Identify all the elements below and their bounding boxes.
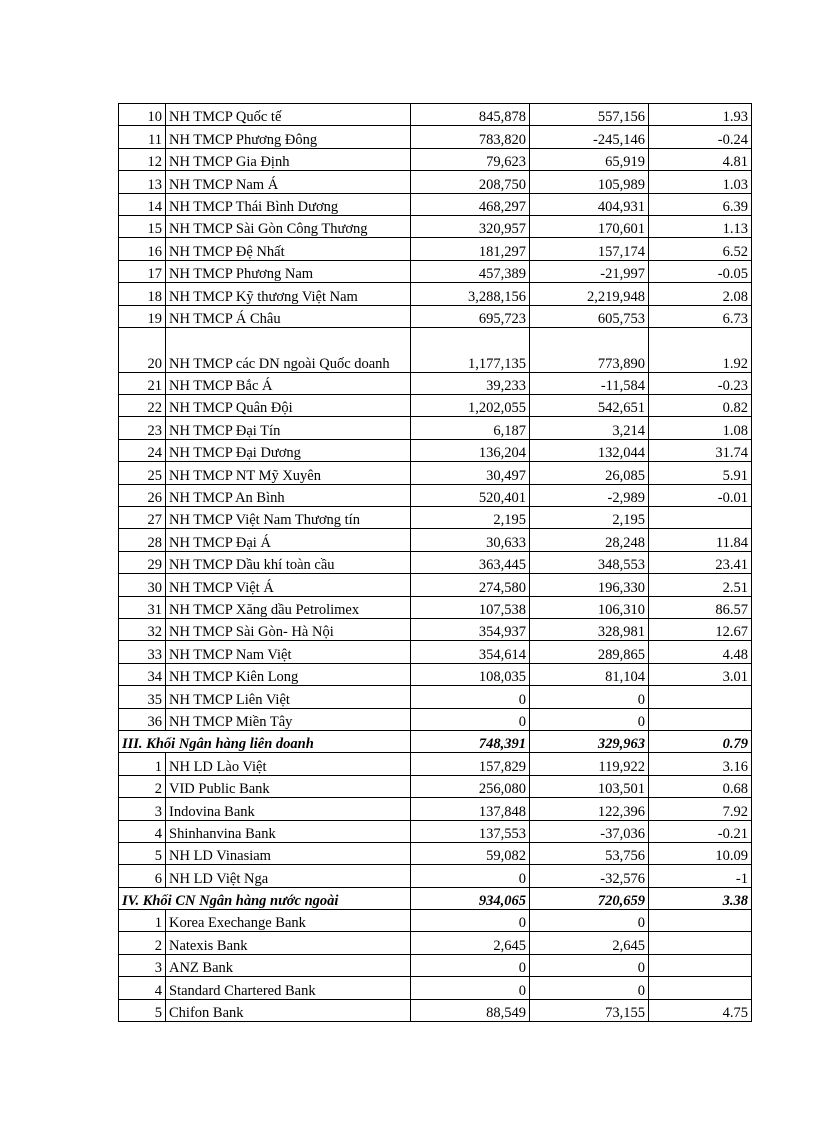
bank-table-body [119,104,752,1022]
value-col-1: 208,750 [411,171,530,193]
value-col-2: -37,036 [530,820,649,842]
value-col-1: 520,401 [411,484,530,506]
value-col-2: 720,659 [530,887,649,909]
bank-name: NH TMCP các DN ngoài Quốc doanh [166,327,411,372]
table-row [119,798,752,820]
value-col-1: 3,288,156 [411,283,530,305]
value-col-2: 170,601 [530,215,649,237]
value-col-3: 11.84 [649,529,752,551]
value-col-2: 105,989 [530,171,649,193]
value-col-1: 320,957 [411,215,530,237]
value-col-2: -11,584 [530,372,649,394]
value-col-3 [649,977,752,999]
value-col-2: 73,155 [530,999,649,1021]
row-number: 1 [119,910,166,932]
value-col-1: 137,553 [411,820,530,842]
table-row [119,686,752,708]
row-number: 13 [119,171,166,193]
table-row [119,126,752,148]
value-col-1: 354,614 [411,641,530,663]
table-row [119,171,752,193]
value-col-3: 0.82 [649,395,752,417]
value-col-3 [649,932,752,954]
row-number: 2 [119,775,166,797]
group-row [119,887,752,909]
bank-name: NH TMCP Bắc Á [166,372,411,394]
value-col-3: 3.16 [649,753,752,775]
value-col-3: 5.91 [649,462,752,484]
table-row [119,999,752,1021]
row-number: 25 [119,462,166,484]
value-col-3 [649,686,752,708]
value-col-1: 354,937 [411,619,530,641]
bank-name: NH TMCP Nam Á [166,171,411,193]
value-col-2: -21,997 [530,260,649,282]
value-col-3: -0.23 [649,372,752,394]
value-col-2: 605,753 [530,305,649,327]
value-col-1: 845,878 [411,104,530,126]
row-number: 11 [119,126,166,148]
row-number: 4 [119,820,166,842]
row-number: 26 [119,484,166,506]
row-number: 12 [119,148,166,170]
row-number: 30 [119,574,166,596]
value-col-2: 122,396 [530,798,649,820]
bank-table [118,103,752,1022]
value-col-1: 30,633 [411,529,530,551]
bank-name: NH LD Lào Việt [166,753,411,775]
value-col-3: 6.39 [649,193,752,215]
value-col-1: 30,497 [411,462,530,484]
row-number: 1 [119,753,166,775]
value-col-1: 59,082 [411,842,530,864]
row-number: 27 [119,507,166,529]
value-col-2: -32,576 [530,865,649,887]
table-row [119,395,752,417]
bank-name: NH TMCP Việt Á [166,574,411,596]
value-col-3: 3.01 [649,663,752,685]
bank-name: NH TMCP Kiên Long [166,663,411,685]
table-row [119,238,752,260]
table-row [119,753,752,775]
value-col-2: 404,931 [530,193,649,215]
table-row [119,484,752,506]
value-col-1: 2,645 [411,932,530,954]
table-row [119,305,752,327]
bank-name: NH TMCP Gia Định [166,148,411,170]
value-col-1: 1,202,055 [411,395,530,417]
value-col-1: 181,297 [411,238,530,260]
table-row [119,148,752,170]
row-number: 2 [119,932,166,954]
value-col-3: 0.79 [649,730,752,752]
row-number: 18 [119,283,166,305]
value-col-1: 783,820 [411,126,530,148]
row-number: 5 [119,842,166,864]
value-col-3: 4.81 [649,148,752,170]
value-col-2: 542,651 [530,395,649,417]
row-number: 4 [119,977,166,999]
value-col-2: 196,330 [530,574,649,596]
bank-name: NH TMCP Sài Gòn- Hà Nội [166,619,411,641]
value-col-2: -2,989 [530,484,649,506]
value-col-2: 26,085 [530,462,649,484]
value-col-2: 53,756 [530,842,649,864]
value-col-1: 2,195 [411,507,530,529]
table-row [119,260,752,282]
value-col-3: 1.92 [649,327,752,372]
value-col-2: 2,645 [530,932,649,954]
bank-name: NH TMCP Á Châu [166,305,411,327]
table-row [119,708,752,730]
row-number: 21 [119,372,166,394]
table-row [119,820,752,842]
value-col-1: 88,549 [411,999,530,1021]
bank-name: Standard Chartered Bank [166,977,411,999]
value-col-2: 103,501 [530,775,649,797]
bank-name: NH TMCP Phương Nam [166,260,411,282]
value-col-1: 934,065 [411,887,530,909]
group-title: IV. Khối CN Ngân hàng nước ngoài [119,887,411,909]
row-number: 14 [119,193,166,215]
value-col-1: 137,848 [411,798,530,820]
table-row [119,775,752,797]
bank-name: NH TMCP Nam Việt [166,641,411,663]
bank-name: Shinhanvina Bank [166,820,411,842]
value-col-2: 328,981 [530,619,649,641]
value-col-2: 557,156 [530,104,649,126]
value-col-2: 773,890 [530,327,649,372]
value-col-3: 6.52 [649,238,752,260]
table-row [119,327,752,372]
bank-name: NH TMCP Thái Bình Dương [166,193,411,215]
value-col-2: 0 [530,708,649,730]
table-row [119,462,752,484]
value-col-1: 274,580 [411,574,530,596]
value-col-1: 1,177,135 [411,327,530,372]
value-col-3: 2.08 [649,283,752,305]
value-col-2: -245,146 [530,126,649,148]
value-col-3: 31.74 [649,439,752,461]
bank-name: NH TMCP An Bình [166,484,411,506]
value-col-2: 329,963 [530,730,649,752]
table-row [119,193,752,215]
table-row [119,372,752,394]
value-col-1: 468,297 [411,193,530,215]
bank-name: Chifon Bank [166,999,411,1021]
table-row [119,529,752,551]
value-col-2: 157,174 [530,238,649,260]
table-row [119,663,752,685]
table-row [119,507,752,529]
value-col-1: 457,389 [411,260,530,282]
bank-name: NH TMCP Quân Đội [166,395,411,417]
bank-name: NH TMCP Xăng dầu Petrolimex [166,596,411,618]
value-col-1: 108,035 [411,663,530,685]
row-number: 19 [119,305,166,327]
table-row [119,574,752,596]
value-col-1: 695,723 [411,305,530,327]
table-row [119,619,752,641]
table-row [119,954,752,976]
row-number: 3 [119,954,166,976]
row-number: 5 [119,999,166,1021]
value-col-1: 0 [411,954,530,976]
bank-name: NH TMCP Kỹ thương Việt Nam [166,283,411,305]
group-title: III. Khối Ngân hàng liên doanh [119,730,411,752]
table-row [119,596,752,618]
value-col-1: 79,623 [411,148,530,170]
value-col-1: 136,204 [411,439,530,461]
row-number: 17 [119,260,166,282]
value-col-2: 2,195 [530,507,649,529]
group-row [119,730,752,752]
value-col-2: 106,310 [530,596,649,618]
row-number: 32 [119,619,166,641]
value-col-3: -0.01 [649,484,752,506]
value-col-3: 23.41 [649,551,752,573]
value-col-3: -0.05 [649,260,752,282]
table-row [119,910,752,932]
value-col-1: 157,829 [411,753,530,775]
row-number: 34 [119,663,166,685]
bank-name: NH TMCP Đệ Nhất [166,238,411,260]
value-col-2: 0 [530,686,649,708]
bank-name: NH LD Việt Nga [166,865,411,887]
value-col-2: 0 [530,910,649,932]
bank-name: NH LD Vinasiam [166,842,411,864]
value-col-3: 7.92 [649,798,752,820]
value-col-2: 119,922 [530,753,649,775]
table-row [119,417,752,439]
value-col-2: 0 [530,977,649,999]
value-col-2: 0 [530,954,649,976]
row-number: 23 [119,417,166,439]
value-col-3: 0.68 [649,775,752,797]
row-number: 35 [119,686,166,708]
value-col-2: 81,104 [530,663,649,685]
row-number: 15 [119,215,166,237]
value-col-1: 6,187 [411,417,530,439]
value-col-2: 3,214 [530,417,649,439]
value-col-1: 0 [411,977,530,999]
value-col-1: 0 [411,910,530,932]
value-col-3: 4.75 [649,999,752,1021]
value-col-1: 748,391 [411,730,530,752]
table-row [119,842,752,864]
bank-name: VID Public Bank [166,775,411,797]
value-col-3 [649,910,752,932]
row-number: 24 [119,439,166,461]
table-row [119,932,752,954]
bank-name: NH TMCP Đại Dương [166,439,411,461]
row-number: 28 [119,529,166,551]
value-col-3: 3.38 [649,887,752,909]
table-row [119,215,752,237]
row-number: 10 [119,104,166,126]
value-col-2: 348,553 [530,551,649,573]
value-col-3: 2.51 [649,574,752,596]
value-col-1: 363,445 [411,551,530,573]
table-row [119,439,752,461]
bank-name: NH TMCP Sài Gòn Công Thương [166,215,411,237]
value-col-3: 86.57 [649,596,752,618]
bank-name: NH TMCP Đại Á [166,529,411,551]
value-col-1: 256,080 [411,775,530,797]
value-col-3: 4.48 [649,641,752,663]
value-col-2: 289,865 [530,641,649,663]
value-col-1: 0 [411,686,530,708]
value-col-3: -0.24 [649,126,752,148]
row-number: 22 [119,395,166,417]
value-col-3: 1.13 [649,215,752,237]
value-col-3: 12.67 [649,619,752,641]
bank-name: Natexis Bank [166,932,411,954]
row-number: 31 [119,596,166,618]
bank-name: NH TMCP NT Mỹ Xuyên [166,462,411,484]
value-col-3 [649,507,752,529]
bank-name: NH TMCP Miền Tây [166,708,411,730]
table-row [119,283,752,305]
bank-name: NH TMCP Việt Nam Thương tín [166,507,411,529]
table-row [119,641,752,663]
row-number: 20 [119,327,166,372]
bank-name: NH TMCP Dầu khí toàn cầu [166,551,411,573]
value-col-3: 1.93 [649,104,752,126]
value-col-1: 0 [411,865,530,887]
bank-name: ANZ Bank [166,954,411,976]
value-col-3: -0.21 [649,820,752,842]
table-row [119,865,752,887]
row-number: 6 [119,865,166,887]
value-col-3: 10.09 [649,842,752,864]
row-number: 36 [119,708,166,730]
value-col-3: 6.73 [649,305,752,327]
row-number: 16 [119,238,166,260]
table-row [119,551,752,573]
value-col-3 [649,954,752,976]
row-number: 29 [119,551,166,573]
value-col-3: -1 [649,865,752,887]
value-col-3: 1.08 [649,417,752,439]
table-row [119,104,752,126]
value-col-1: 0 [411,708,530,730]
bank-name: NH TMCP Quốc tế [166,104,411,126]
bank-name: Korea Exechange Bank [166,910,411,932]
bank-name: Indovina Bank [166,798,411,820]
bank-name: NH TMCP Đại Tín [166,417,411,439]
row-number: 33 [119,641,166,663]
value-col-3 [649,708,752,730]
table-row [119,977,752,999]
value-col-3: 1.03 [649,171,752,193]
value-col-1: 39,233 [411,372,530,394]
value-col-2: 2,219,948 [530,283,649,305]
value-col-2: 65,919 [530,148,649,170]
row-number: 3 [119,798,166,820]
bank-name: NH TMCP Phương Đông [166,126,411,148]
value-col-1: 107,538 [411,596,530,618]
value-col-2: 28,248 [530,529,649,551]
bank-name: NH TMCP Liên Việt [166,686,411,708]
value-col-2: 132,044 [530,439,649,461]
